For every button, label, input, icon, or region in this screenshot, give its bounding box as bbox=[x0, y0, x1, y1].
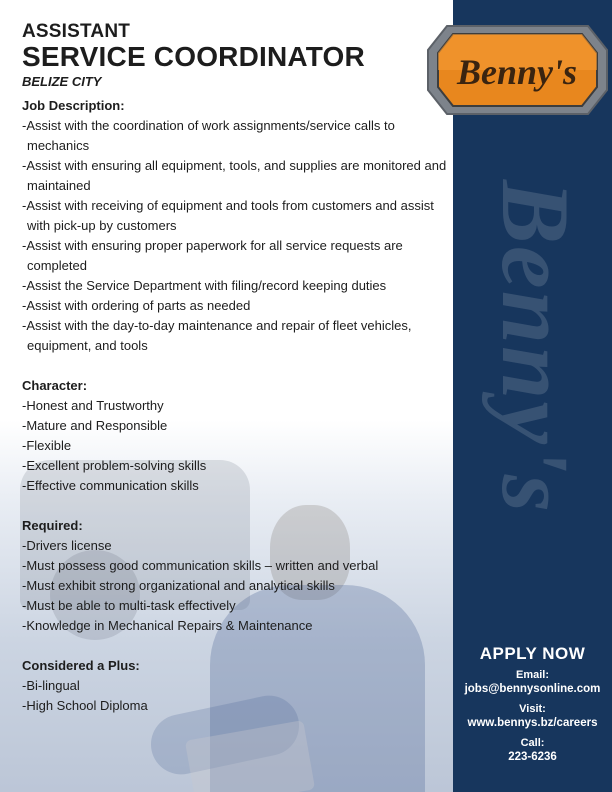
list-item: -Honest and Trustworthy bbox=[22, 398, 164, 413]
phone-number[interactable]: 223-6236 bbox=[508, 751, 557, 763]
website-link[interactable]: www.bennys.bz/careers bbox=[467, 717, 598, 729]
list-item: -Bi-lingual bbox=[22, 678, 80, 693]
required-heading: Required: bbox=[22, 518, 83, 533]
list-item: -Drivers license bbox=[22, 538, 112, 553]
list-item: -Assist with receiving of equipment and tools from customers and assist with pick-up by customers bbox=[22, 198, 434, 233]
list-item: -Excellent problem-solving skills bbox=[22, 458, 207, 473]
list-item: -Assist the Service Department with filing/record keeping duties bbox=[22, 278, 387, 293]
list-item: -Effective communication skills bbox=[22, 478, 199, 493]
required-list bbox=[22, 536, 452, 636]
main-content bbox=[22, 22, 452, 716]
job-description-heading: Job Description: bbox=[22, 98, 125, 113]
considered-plus-heading: Considered a Plus: bbox=[22, 658, 140, 673]
list-item: -Knowledge in Mechanical Repairs & Maintenance bbox=[22, 618, 313, 633]
list-item: -High School Diploma bbox=[22, 698, 148, 713]
list-item: -Assist with the day-to-day maintenance and repair of fleet vehicles, equipment, and tools bbox=[22, 318, 412, 353]
list-item: -Assist with the coordination of work assignments/service calls to mechanics bbox=[22, 118, 395, 153]
title-line-2: SERVICE COORDINATOR bbox=[22, 41, 365, 72]
apply-now-heading: APPLY NOW bbox=[479, 644, 586, 663]
email-link[interactable]: jobs@bennysonline.com bbox=[464, 683, 601, 695]
character-heading: Character: bbox=[22, 378, 88, 393]
list-item: -Must possess good communication skills – written and verbal bbox=[22, 558, 379, 573]
list-item: -Assist with ensuring proper paperwork for all service requests are completed bbox=[22, 238, 403, 273]
logo-badge-icon bbox=[425, 20, 610, 120]
bennys-logo bbox=[425, 20, 610, 120]
list-item: -Mature and Responsible bbox=[22, 418, 168, 433]
job-description-list bbox=[22, 116, 452, 356]
apply-now-panel bbox=[453, 644, 612, 770]
call-label: Call: bbox=[520, 737, 545, 749]
location-label: BELIZE CITY bbox=[22, 74, 102, 89]
list-item: -Must be able to multi-task effectively bbox=[22, 598, 236, 613]
list-item: -Assist with ordering of parts as needed bbox=[22, 298, 251, 313]
character-list bbox=[22, 396, 452, 496]
considered-plus-list bbox=[22, 676, 452, 716]
watermark-text: Benny's bbox=[482, 180, 589, 515]
logo-text: Benny's bbox=[456, 52, 578, 92]
title-line-1: ASSISTANT bbox=[22, 21, 131, 42]
list-item: -Flexible bbox=[22, 438, 72, 453]
email-label: Email: bbox=[515, 669, 549, 681]
list-item: -Assist with ensuring all equipment, tools, and supplies are monitored and maintained bbox=[22, 158, 447, 193]
list-item: -Must exhibit strong organizational and analytical skills bbox=[22, 578, 335, 593]
visit-label: Visit: bbox=[519, 703, 546, 715]
